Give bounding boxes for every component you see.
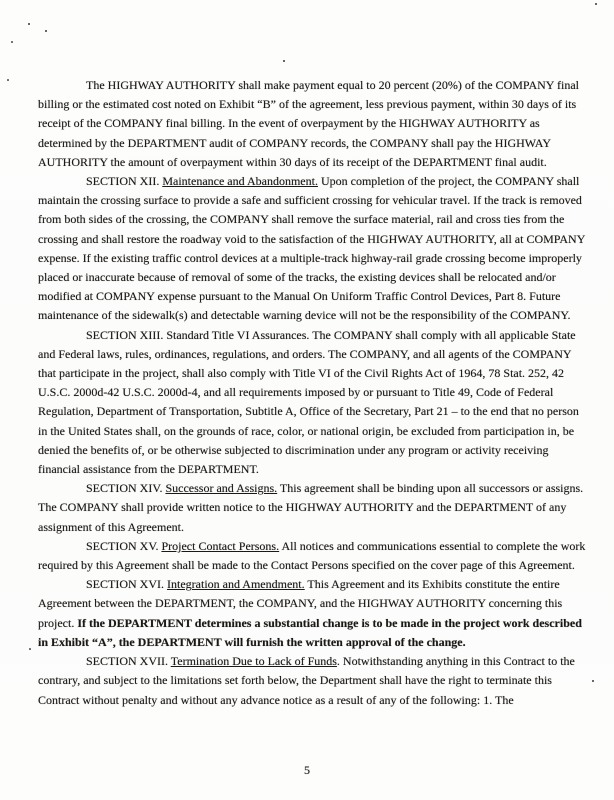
section-xiii-standard-title-vi-assurances <box>38 326 590 480</box>
text-segment: This agreement shall be binding upon all successors or assigns. The COMPANY shall provide written notice to the HIGHWAY AUTHORITY and the DEPARTMENT of any assignment of this Agreement. <box>38 481 584 534</box>
scan-speck <box>283 60 285 62</box>
text-segment: All notices and communications essential to complete the work required by this Agreement shall be made to the Contact Persons specified on the cover page of this Agreement. <box>38 538 586 573</box>
text-segment: SECTION XVII. <box>86 654 171 669</box>
text-segment: . Notwithstanding anything in this Contract to the contrary, and subject to the limitations set forth below, the Department shall have the right to terminate this Contract without penalty and without any advance notice as a result of any of the following: 1. The <box>38 654 575 707</box>
section-xiv-successor-and-assigns <box>38 479 590 537</box>
scan-speck <box>28 23 30 25</box>
text-segment: The HIGHWAY AUTHORITY shall make payment equal to 20 percent (20%) of the COMPANY final billing or the estimated cost noted on Exhibit “B” of the agreement, less previous payment, within 30 days of its receipt of the COMPANY final billing. In the event of overpayment by the HIGHWAY AUTHORITY as determined by the DEPARTMENT audit of COMPANY records, the COMPANY shall pay the HIGHWAY AUTHORITY the amount of overpayment within 30 days of its receipt of the DEPARTMENT final audit. <box>38 78 580 169</box>
section-xvi-integration-and-amendment <box>38 575 590 652</box>
scan-speck <box>592 680 594 682</box>
section-xvii-termination-due-to-lack-of-funds <box>38 652 590 710</box>
text-segment: SECTION XIII. Standard Title VI Assurances. The COMPANY shall comply with all applicable State and Federal laws, rules, ordinances, regulations, and orders. The COMPANY, and all agents of the COMPANY that participate in the project, shall also comply with Title VI of the Civil Rights Act of 1964, 78 Stat. 252, 42 U.S.C. 2000d-42 U.S.C. 2000d-4, and all requirements imposed by or pursuant to Title 49, Code of Federal Regulation, Department of Transportation, Subtitle A, Office of the Secretary, Part 21 – to the end that no person in the United States shall, on the grounds of race, color, or national origin, be excluded from participation in, be denied the benefits of, or be otherwise subjected to discrimination under any program or activity receiving financial assistance from the DEPARTMENT. <box>38 327 579 477</box>
text-segment: SECTION XII. <box>86 174 163 189</box>
text-segment: SECTION XVI. <box>86 577 167 592</box>
scan-speck <box>45 30 47 32</box>
payment-paragraph <box>38 76 590 172</box>
scan-speck <box>11 41 13 43</box>
text-segment: Successor and Assigns. <box>165 481 278 496</box>
text-segment: Maintenance and Abandonment. <box>162 174 318 189</box>
text-segment: SECTION XIV. <box>86 481 166 496</box>
text-segment: This Agreement and its Exhibits constitute the entire Agreement between the DEPARTMENT, the COMPANY, and the HIGHWAY AUTHORITY concerning this project. <box>38 577 563 630</box>
text-segment: If the DEPARTMENT determines a substantial change is to be made in the project work described in Exhibit “A”, the DEPARTMENT will furnish the written approval of the change. <box>38 615 582 649</box>
document-body <box>38 76 590 710</box>
page-number: 5 <box>304 763 310 777</box>
text-segment: Integration and Amendment. <box>167 577 305 592</box>
section-xv-project-contact-persons <box>38 537 590 575</box>
scan-speck <box>7 79 9 81</box>
scan-speck <box>595 3 597 5</box>
text-segment: Project Contact Persons. <box>161 538 280 553</box>
scan-speck <box>29 648 31 650</box>
text-segment: SECTION XV. <box>86 538 162 553</box>
text-segment: Termination Due to Lack of Funds <box>170 654 337 669</box>
section-xii-maintenance-and-abandonment <box>38 172 590 326</box>
text-segment: Upon completion of the project, the COMPANY shall maintain the crossing surface to provide a safe and sufficient crossing for vehicular travel. If the track is removed from both sides of the crossing, the COMPANY shall remove the surface material, rail and cross ties from the crossing and shall restore the roadway void to the satisfaction of the HIGHWAY AUTHORITY, all at COMPANY expense. If the existing traffic control devices at a multiple-track highway-rail grade crossing become improperly placed or inaccurate because of removal of some of the tracks, the existing devices shall be relocated and/or modified at COMPANY expense pursuant to the Manual On Uniform Traffic Control Devices, Part 8. Future maintenance of the sidewalk(s) and detectable warning device will not be the responsibility of the COMPANY. <box>38 174 585 323</box>
